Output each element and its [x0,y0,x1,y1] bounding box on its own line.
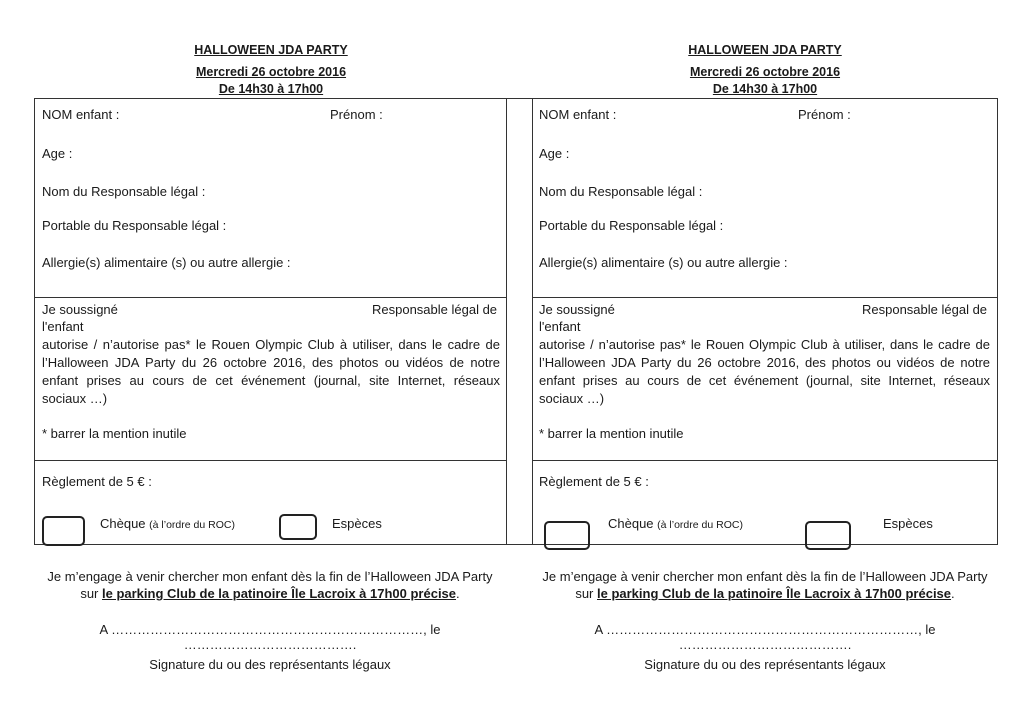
responsable-de-label: Responsable légal de [862,302,988,317]
barrer-note: * barrer la mention inutile [42,426,187,441]
je-soussigne-label: Je soussigné [539,302,615,317]
age-label: Age : [42,146,73,161]
authorisation-text: autorise / n’autorise pas* le Rouen Olympic Club à utiliser, dans le cadre de l’Halloween JDA Party du 26 octobre 2016, des photos ou vidéos de notre enfant prises au cours de cet événement (journal, site Internet, réseaux sociaux …) [539,337,990,406]
cheque-label [608,516,743,531]
column-divider-right [532,98,533,545]
especes-label: Espèces [883,516,933,531]
responsable-de-label: Responsable légal de [372,302,498,317]
cheque-text: Chèque [100,516,146,531]
form-2-title: HALLOWEEN JDA PARTY [688,43,842,57]
engagement-line-1: Je m’engage à venir chercher mon enfant dès la fin de l’Halloween JDA Party [47,569,493,584]
lieu-date-line: A ………………………………………………………………, le …………………………………. [594,622,936,652]
cheque-checkbox[interactable] [544,521,590,550]
cheque-label [100,516,235,531]
reglement-label: Règlement de 5 € : [539,474,649,489]
prenom-label: Prénom : [330,107,383,122]
cheque-note: (à l’ordre du ROC) [149,519,235,531]
engagement-prefix: sur [80,586,102,601]
row-divider-1-right [532,297,998,298]
portable-responsable-label: Portable du Responsable légal : [42,218,227,233]
column-divider-left [506,98,507,545]
form-2-time: De 14h30 à 17h00 [712,82,818,96]
lieu-date-line: A ………………………………………………………………, le …………………………………. [99,622,441,652]
barrer-note: * barrer la mention inutile [539,426,684,441]
engagement-line-2 [20,586,520,601]
form-1-date: Mercredi 26 octobre 2016 [195,65,347,79]
engagement-place: le parking Club de la patinoire Île Lacroix à 17h00 précise [597,586,952,601]
especes-checkbox[interactable] [279,514,317,540]
nom-responsable-label: Nom du Responsable légal : [42,184,206,199]
nom-responsable-label: Nom du Responsable légal : [539,184,703,199]
cheque-checkbox[interactable] [42,516,85,546]
allergies-label: Allergie(s) alimentaire (s) ou autre allergie : [539,255,788,270]
portable-responsable-label: Portable du Responsable légal : [539,218,724,233]
lenfant-label: l'enfant [539,319,581,334]
form-2-date: Mercredi 26 octobre 2016 [689,65,841,79]
age-label: Age : [539,146,570,161]
authorisation-text: autorise / n’autorise pas* le Rouen Olympic Club à utiliser, dans le cadre de l’Halloween JDA Party du 26 octobre 2016, des photos ou vidéos de notre enfant prises au cours de cet événement (journal, site Internet, réseaux sociaux …) [42,337,500,406]
especes-label: Espèces [332,516,382,531]
engagement-suffix: . [951,586,955,601]
row-divider-2-right [532,460,998,461]
engagement-line-1: Je m’engage à venir chercher mon enfant dès la fin de l’Halloween JDA Party [542,569,988,584]
engagement-place: le parking Club de la patinoire Île Lacroix à 17h00 précise [102,586,457,601]
engagement-prefix: sur [575,586,597,601]
nom-enfant-label: NOM enfant : [539,107,617,122]
nom-enfant-label: NOM enfant : [42,107,120,122]
cheque-note: (à l’ordre du ROC) [657,519,743,531]
especes-checkbox[interactable] [805,521,851,550]
je-soussigne-label: Je soussigné [42,302,118,317]
form-1-time: De 14h30 à 17h00 [218,82,324,96]
engagement-line-2 [515,586,1015,601]
cheque-text: Chèque [608,516,654,531]
form-table [34,98,998,545]
row-divider-2-left [34,460,507,461]
signature-label: Signature du ou des représentants légaux [149,657,391,672]
allergies-label: Allergie(s) alimentaire (s) ou autre allergie : [42,255,291,270]
lenfant-label: l'enfant [42,319,84,334]
reglement-label: Règlement de 5 € : [42,474,152,489]
engagement-suffix: . [456,586,460,601]
signature-label: Signature du ou des représentants légaux [644,657,886,672]
form-1-title: HALLOWEEN JDA PARTY [194,43,348,57]
prenom-label: Prénom : [798,107,851,122]
row-divider-1-left [34,297,507,298]
